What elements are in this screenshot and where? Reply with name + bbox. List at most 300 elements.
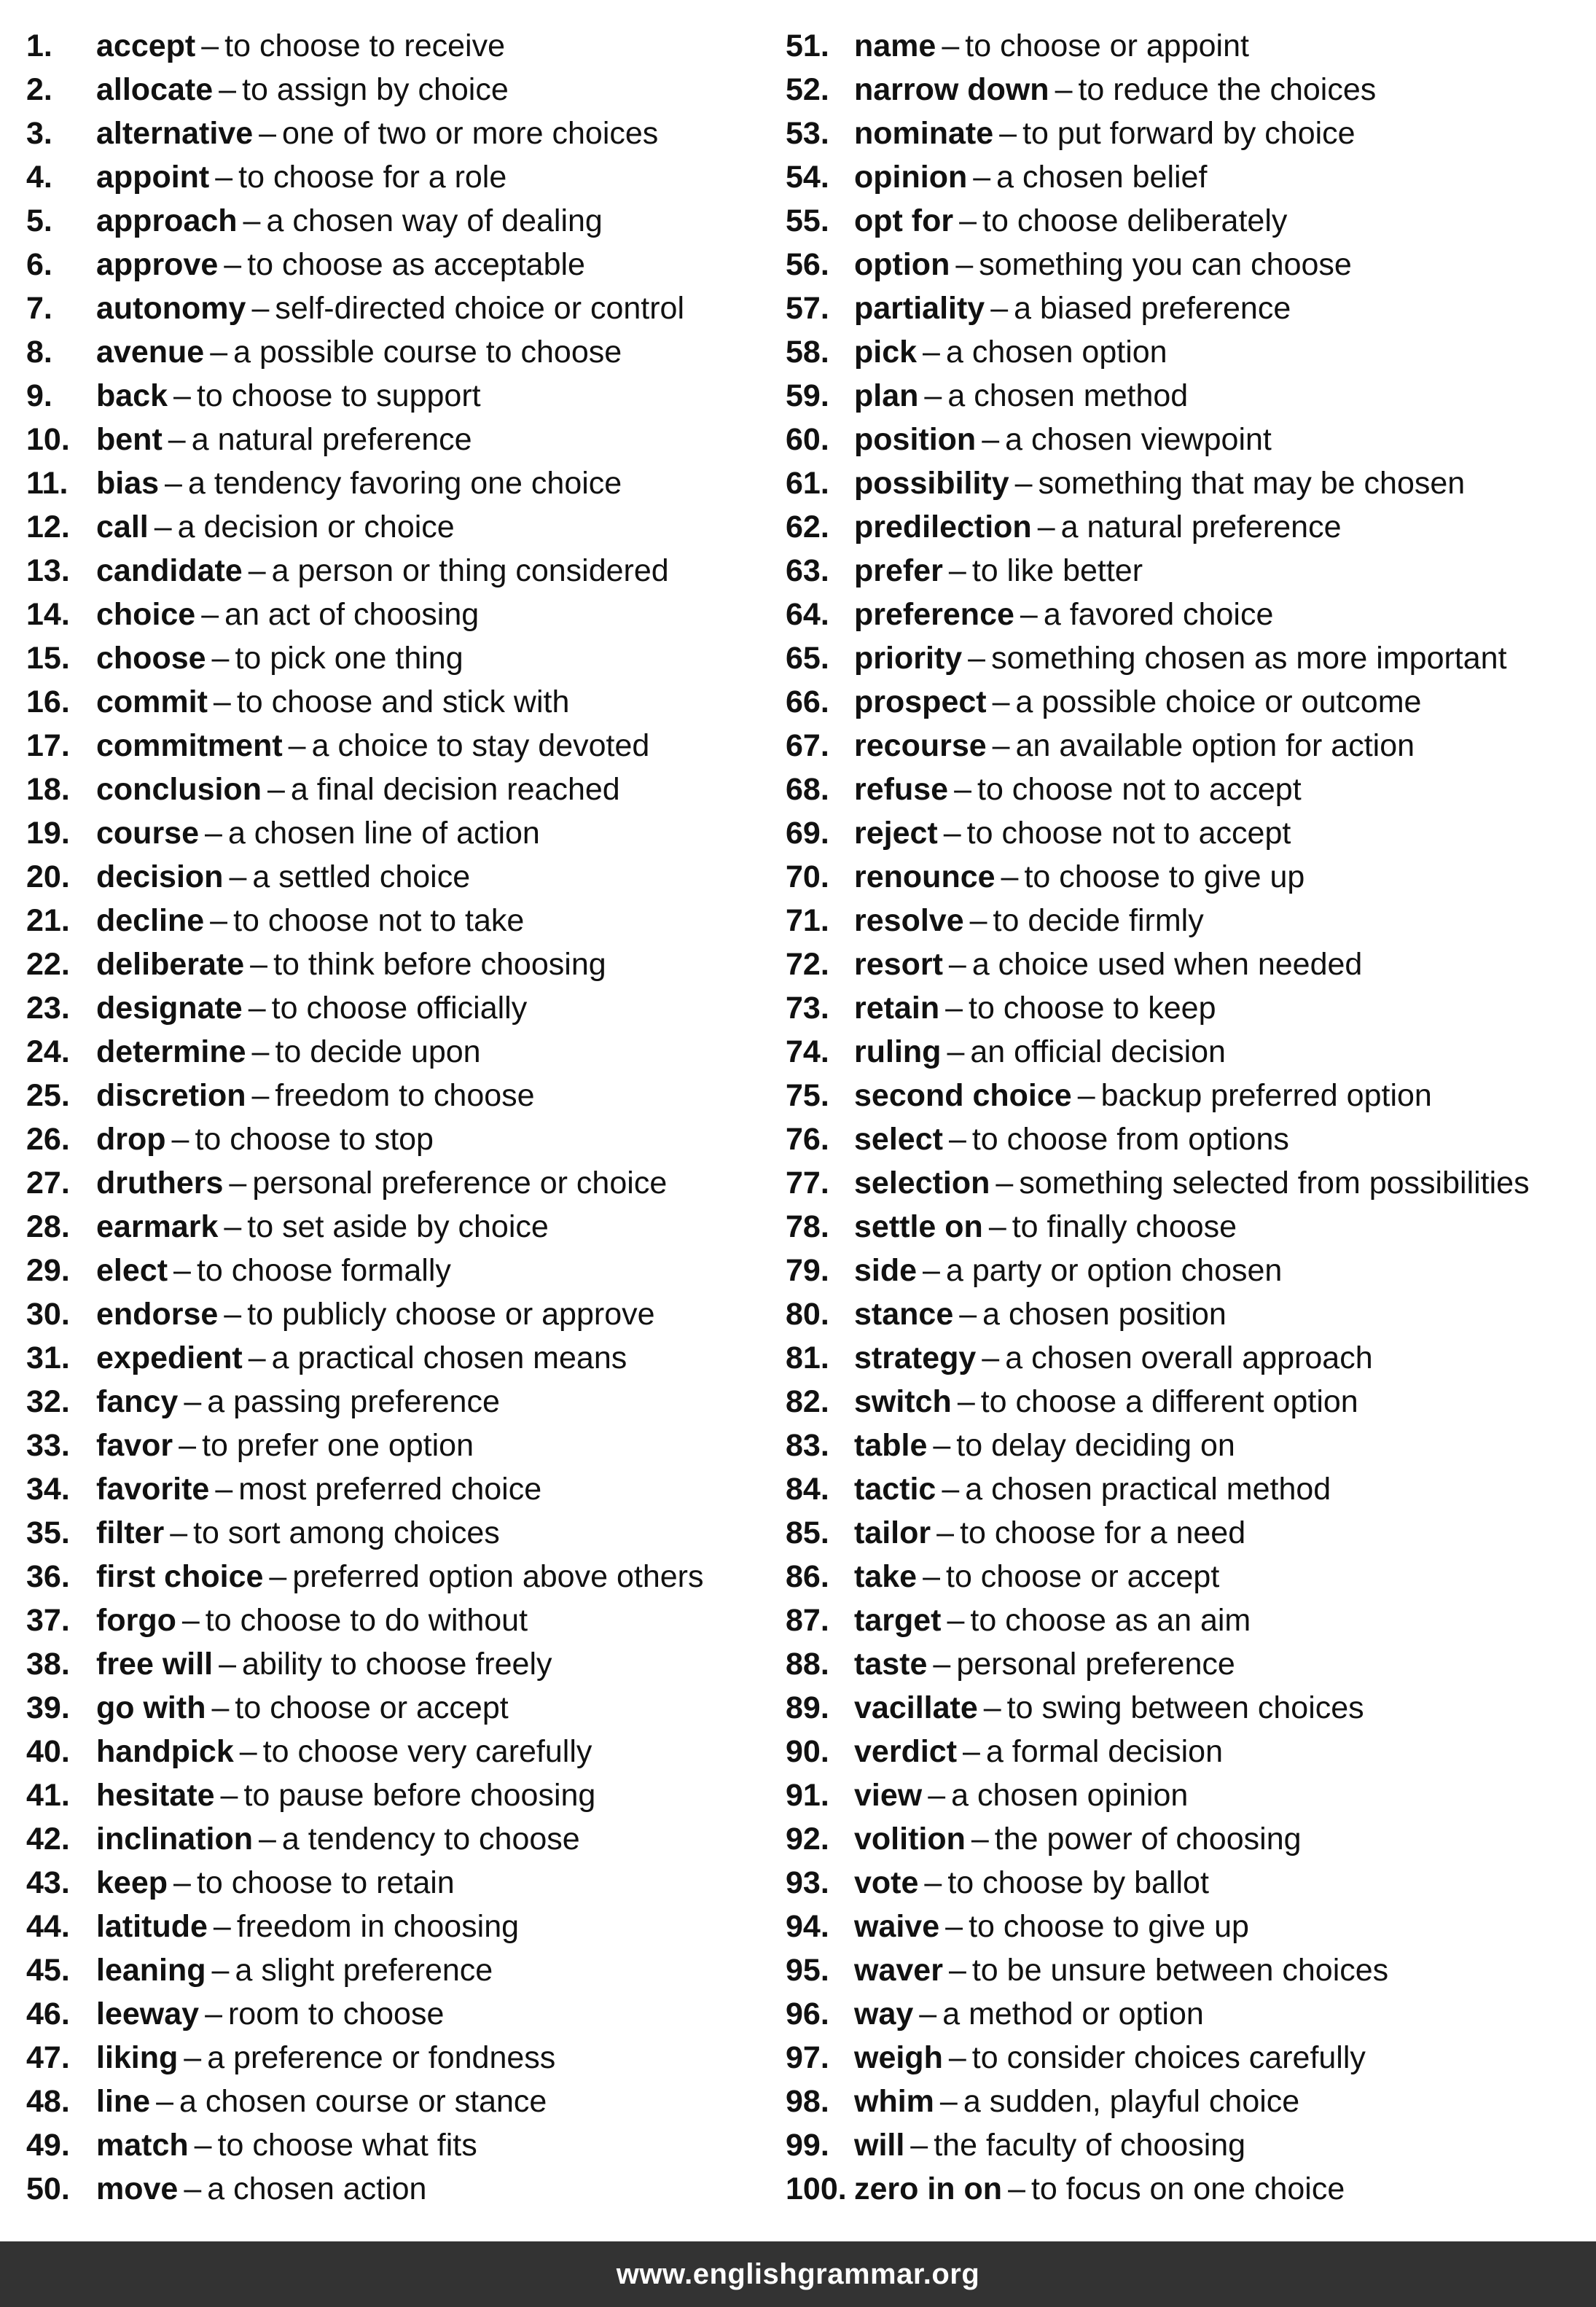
item-separator: – [999,116,1017,151]
item-separator: – [210,335,228,370]
item-separator: – [939,2084,958,2119]
list-item [786,2080,1596,2123]
item-number: 100. [786,2171,847,2206]
item-term: strategy [854,1340,977,1375]
list-item [26,112,784,155]
item-definition: most preferred choice [238,1472,542,1507]
list-item [26,1511,784,1555]
item-number: 89. [786,1690,829,1725]
item-term: ruling [854,1034,942,1069]
item-separator: – [224,1297,242,1332]
item-separator: – [229,859,247,894]
item-number: 90. [786,1734,829,1769]
list-item [26,1861,784,1905]
item-number: 98. [786,2084,829,2119]
item-separator: – [945,991,963,1026]
list-item [786,1336,1596,1380]
item-term: endorse [96,1297,219,1332]
list-item [786,855,1596,899]
list-item [26,2036,784,2080]
item-number: 55. [786,203,829,238]
item-separator: – [923,1559,940,1594]
item-separator: – [959,1297,977,1332]
item-term: go with [96,1690,206,1725]
item-number: 79. [786,1253,829,1288]
item-definition: to choose to keep [969,991,1216,1026]
list-item [786,1380,1596,1424]
item-definition: to choose to give up [1024,859,1305,894]
item-term: selection [854,1166,990,1201]
item-number: 65. [786,641,829,676]
item-separator: – [181,1603,200,1638]
item-definition: a slight preference [235,1953,493,1988]
item-term: autonomy [96,291,246,326]
item-term: side [854,1253,918,1288]
item-definition: to choose or accept [946,1559,1220,1594]
list-item [786,1292,1596,1336]
list-item [26,1905,784,1948]
item-term: second choice [854,1078,1072,1113]
item-term: appoint [96,160,210,195]
item-term: waver [854,1953,943,1988]
item-number: 41. [26,1778,70,1813]
item-definition: an official decision [970,1034,1226,1069]
item-definition: to choose not to accept [966,816,1291,851]
item-separator: – [213,1909,231,1944]
list-item [786,24,1596,68]
word-list-column-left [26,24,784,2211]
list-item [786,1817,1596,1861]
item-term: determine [96,1034,246,1069]
list-item [786,986,1596,1030]
item-definition: to decide upon [275,1034,481,1069]
item-separator: – [215,160,233,195]
item-separator: – [219,72,237,107]
item-separator: – [969,903,987,938]
item-number: 96. [786,1996,829,2031]
item-term: plan [854,378,919,413]
item-definition: a possible choice or outcome [1015,684,1422,719]
list-item [786,1511,1596,1555]
item-separator: – [948,1953,966,1988]
item-number: 54. [786,160,829,195]
list-item [786,1773,1596,1817]
item-number: 28. [26,1209,70,1244]
list-item [26,1161,784,1205]
item-term: accept [96,28,196,63]
list-item [786,243,1596,286]
item-separator: – [936,1515,955,1550]
item-number: 94. [786,1909,829,1944]
item-separator: – [288,728,306,763]
item-number: 4. [26,160,52,195]
item-separator: – [968,641,986,676]
item-separator: – [983,1690,1001,1725]
item-term: line [96,2084,151,2119]
item-number: 40. [26,1734,70,1769]
item-term: take [854,1559,918,1594]
item-number: 50. [26,2171,70,2206]
item-number: 76. [786,1122,829,1157]
item-number: 35. [26,1515,70,1550]
item-separator: – [170,1515,188,1550]
item-term: filter [96,1515,165,1550]
list-item [26,155,784,199]
list-item [26,593,784,636]
item-term: call [96,510,149,544]
item-separator: – [947,1034,965,1069]
item-term: resolve [854,903,964,938]
item-definition: to focus on one choice [1030,2171,1345,2206]
item-term: priority [854,641,963,676]
item-number: 57. [786,291,829,326]
list-item [786,155,1596,199]
item-separator: – [248,1340,266,1375]
item-number: 30. [26,1297,70,1332]
item-definition: to set aside by choice [247,1209,549,1244]
item-number: 52. [786,72,829,107]
item-term: bent [96,422,163,457]
item-separator: – [168,422,186,457]
item-number: 21. [26,903,70,938]
item-separator: – [948,947,966,982]
item-definition: to choose a different option [980,1384,1358,1419]
item-definition: to choose to give up [969,1909,1249,1944]
item-term: free will [96,1647,214,1682]
list-item [26,1948,784,1992]
list-item [786,2036,1596,2080]
item-separator: – [1008,2171,1025,2206]
item-term: favorite [96,1472,210,1507]
item-number: 99. [786,2128,829,2163]
item-term: course [96,816,200,851]
item-definition: freedom in choosing [236,1909,520,1944]
list-item [26,1117,784,1161]
list-item [26,1598,784,1642]
word-list-column-right [786,24,1596,2211]
list-item [786,636,1596,680]
item-number: 77. [786,1166,829,1201]
item-definition: the power of choosing [994,1822,1302,1857]
item-term: zero in on [854,2171,1003,2206]
item-separator: – [963,1734,980,1769]
item-definition: personal preference [956,1647,1235,1682]
item-separator: – [971,1822,989,1857]
item-definition: a chosen method [947,378,1189,413]
item-number: 24. [26,1034,70,1069]
item-number: 66. [786,684,829,719]
item-number: 9. [26,378,52,413]
list-item [786,2123,1596,2167]
list-item [26,855,784,899]
item-definition: to choose as an aim [970,1603,1251,1638]
item-term: liking [96,2040,179,2075]
item-number: 10. [26,422,70,457]
item-number: 95. [786,1953,829,1988]
item-definition: to be unsure between choices [971,1953,1389,1988]
item-definition: to delay deciding on [956,1428,1235,1463]
item-number: 8. [26,335,52,370]
item-definition: a biased preference [1014,291,1291,326]
item-separator: – [995,1166,1014,1201]
item-number: 18. [26,772,70,807]
list-item [26,2123,784,2167]
item-definition: a formal decision [985,1734,1223,1769]
item-separator: – [924,1865,942,1900]
item-number: 64. [786,597,829,632]
item-number: 60. [786,422,829,457]
item-definition: to assign by choice [242,72,509,107]
item-definition: to choose formally [196,1253,451,1288]
item-definition: one of two or more choices [282,116,659,151]
item-number: 91. [786,1778,829,1813]
item-term: avenue [96,335,205,370]
list-item [786,1467,1596,1511]
item-definition: personal preference or choice [252,1166,668,1201]
item-term: commit [96,684,208,719]
item-term: decision [96,859,224,894]
item-number: 71. [786,903,829,938]
item-term: choose [96,641,206,676]
item-separator: – [173,378,191,413]
list-item [786,1992,1596,2036]
item-term: allocate [96,72,214,107]
item-separator: – [982,422,1000,457]
item-number: 32. [26,1384,70,1419]
list-item [26,1336,784,1380]
item-term: decline [96,903,205,938]
list-item [26,986,784,1030]
item-definition: a party or option chosen [945,1253,1283,1288]
item-number: 37. [26,1603,70,1638]
item-separator: – [173,1253,191,1288]
item-term: target [854,1603,942,1638]
footer-url: www.englishgrammar.org [616,2257,980,2290]
list-item [786,374,1596,418]
list-item [786,724,1596,768]
item-separator: – [959,203,977,238]
item-definition: a passing preference [207,1384,500,1419]
item-number: 92. [786,1822,829,1857]
item-term: prospect [854,684,987,719]
item-separator: – [213,684,231,719]
item-number: 11. [26,466,69,501]
item-definition: a final decision reached [290,772,620,807]
item-number: 2. [26,72,52,107]
item-number: 70. [786,859,829,894]
item-definition: to think before choosing [273,947,606,982]
item-term: leaning [96,1953,206,1988]
list-item [786,1730,1596,1773]
item-definition: a method or option [942,1996,1204,2031]
item-definition: backup preferred option [1100,1078,1432,1113]
item-definition: a chosen practical method [965,1472,1331,1507]
item-definition: to choose for a role [238,160,507,195]
item-separator: – [947,1603,965,1638]
item-term: weigh [854,2040,943,2075]
item-term: elect [96,1253,168,1288]
list-item [26,461,784,505]
item-separator: – [943,816,961,851]
item-term: bias [96,466,160,501]
item-definition: to pause before choosing [243,1778,596,1813]
item-definition: to swing between choices [1006,1690,1364,1725]
list-item [26,1773,784,1817]
item-definition: to prefer one option [202,1428,474,1463]
item-term: approach [96,203,238,238]
item-number: 5. [26,203,52,238]
list-item [26,1424,784,1467]
item-separator: – [973,160,991,195]
item-definition: a chosen line of action [227,816,540,851]
item-term: prefer [854,553,943,588]
item-definition: to finally choose [1012,1209,1237,1244]
item-separator: – [1020,597,1038,632]
item-separator: – [910,2128,928,2163]
item-definition: a practical chosen means [271,1340,627,1375]
item-definition: a chosen option [945,335,1167,370]
item-number: 7. [26,291,52,326]
item-number: 49. [26,2128,70,2163]
item-term: commitment [96,728,283,763]
list-item [786,68,1596,112]
item-definition: freedom to choose [275,1078,535,1113]
list-item [786,1117,1596,1161]
item-number: 38. [26,1647,70,1682]
item-definition: to choose not to accept [977,772,1302,807]
item-definition: room to choose [227,1996,445,2031]
item-separator: – [165,466,182,501]
item-definition: a chosen overall approach [1005,1340,1373,1375]
item-separator: – [948,2040,966,2075]
item-term: expedient [96,1340,243,1375]
item-definition: to choose or accept [235,1690,509,1725]
item-term: earmark [96,1209,219,1244]
item-definition: something chosen as more important [991,641,1507,676]
item-separator: – [205,1996,222,2031]
item-separator: – [942,1472,960,1507]
item-separator: – [210,903,228,938]
item-definition: to choose deliberately [982,203,1288,238]
list-item [786,942,1596,986]
item-separator: – [171,1122,189,1157]
item-number: 47. [26,2040,70,2075]
item-term: select [854,1122,943,1157]
item-definition: a chosen belief [996,160,1208,195]
item-separator: – [154,510,172,544]
list-item [786,330,1596,374]
item-term: handpick [96,1734,234,1769]
item-number: 27. [26,1166,70,1201]
item-definition: to choose to stop [195,1122,434,1157]
item-number: 33. [26,1428,70,1463]
list-item [786,1074,1596,1117]
list-item [26,1817,784,1861]
item-number: 78. [786,1209,829,1244]
item-separator: – [224,247,242,282]
item-term: name [854,28,936,63]
item-separator: – [173,1865,191,1900]
item-number: 22. [26,947,70,982]
item-number: 82. [786,1384,829,1419]
item-definition: to choose what fits [217,2128,477,2163]
item-separator: – [957,1384,975,1419]
item-separator: – [243,203,261,238]
item-number: 14. [26,597,70,632]
item-number: 67. [786,728,829,763]
item-separator: – [948,553,966,588]
item-term: partiality [854,291,985,326]
item-term: alternative [96,116,254,151]
list-item [786,811,1596,855]
item-definition: a choice to stay devoted [311,728,650,763]
item-separator: – [248,553,266,588]
list-item [786,1424,1596,1467]
item-number: 12. [26,510,70,544]
item-definition: preferred option above others [292,1559,704,1594]
item-term: possibility [854,466,1009,501]
item-term: tailor [854,1515,931,1550]
footer-bar [0,2241,1596,2307]
item-term: table [854,1428,928,1463]
item-number: 81. [786,1340,829,1375]
item-definition: to reduce the choices [1078,72,1377,107]
item-separator: – [211,1690,230,1725]
item-number: 61. [786,466,829,501]
item-term: deliberate [96,947,245,982]
item-number: 56. [786,247,829,282]
list-item [26,330,784,374]
list-item [786,1905,1596,1948]
list-item [26,1074,784,1117]
list-item [26,286,784,330]
item-separator: – [211,641,230,676]
item-separator: – [933,1647,951,1682]
item-definition: a decision or choice [177,510,455,544]
item-term: conclusion [96,772,262,807]
item-term: verdict [854,1734,958,1769]
item-term: way [854,1996,914,2031]
item-separator: – [220,1778,238,1813]
item-number: 58. [786,335,829,370]
item-number: 80. [786,1297,829,1332]
item-definition: something that may be chosen [1038,466,1466,501]
item-separator: – [923,335,940,370]
item-separator: – [184,1384,202,1419]
item-definition: to choose to receive [224,28,506,63]
item-separator: – [156,2084,173,2119]
item-definition: an available option for action [1015,728,1415,763]
item-term: fancy [96,1384,179,1419]
item-definition: to choose by ballot [947,1865,1209,1900]
item-separator: – [267,772,285,807]
item-term: taste [854,1647,928,1682]
item-term: latitude [96,1909,208,1944]
item-separator: – [219,1647,237,1682]
item-definition: to put forward by choice [1022,116,1356,151]
list-item [26,1730,784,1773]
list-item [26,505,784,549]
list-item [786,505,1596,549]
item-definition: to choose to retain [196,1865,455,1900]
item-separator: – [224,1209,242,1244]
item-definition: to like better [971,553,1143,588]
list-item [26,418,784,461]
item-definition: a natural preference [1060,510,1342,544]
item-term: vote [854,1865,919,1900]
item-term: leeway [96,1996,200,2031]
item-number: 44. [26,1909,70,1944]
